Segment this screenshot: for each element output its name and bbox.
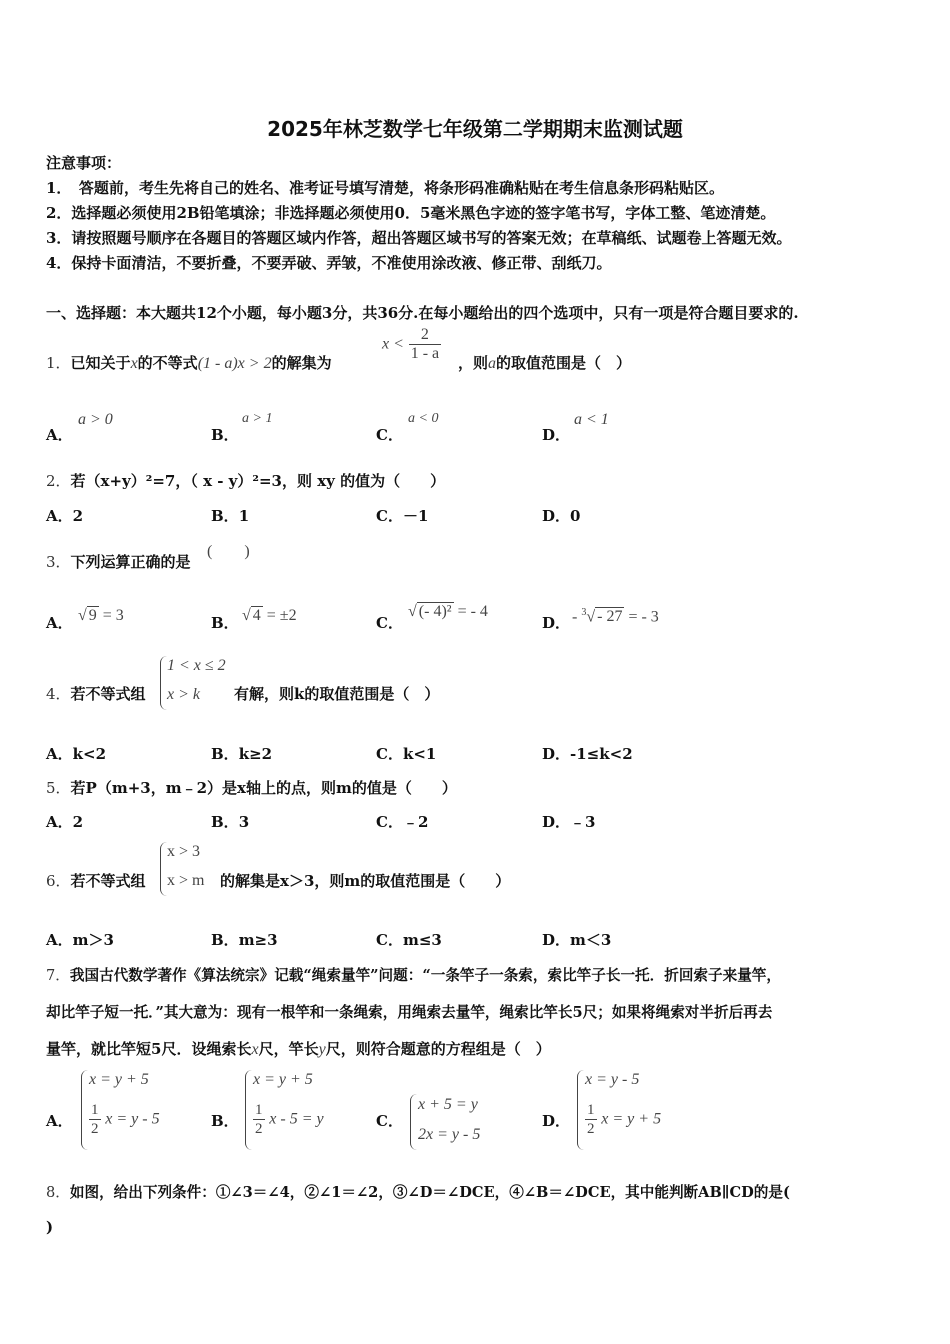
- answer-paren: ( ): [207, 543, 250, 560]
- option-a: a > 0: [78, 411, 113, 428]
- question-8: 8．如图，给出下列条件：①∠3＝∠4，②∠1＝∠2，③∠D＝∠DCE，④∠B＝∠DCE，其中能判断AB∥CD的是(: [46, 1184, 790, 1201]
- system-line: x = y + 5: [89, 1071, 149, 1088]
- question-number: 8．: [46, 1184, 70, 1201]
- option-a: A．2: [46, 813, 84, 831]
- option-label: C．: [376, 1112, 403, 1130]
- option-d: D．﹣3: [542, 813, 596, 831]
- option-b: B．m≥3: [211, 931, 278, 949]
- notice-item: 4．保持卡面清洁，不要折叠，不要弄破、弄皱，不准使用涂改液、修正带、刮纸刀。: [46, 254, 612, 272]
- option-d: D．m＜3: [542, 931, 612, 949]
- system-line: x > 3: [167, 843, 201, 860]
- system-brace: [160, 842, 167, 896]
- section-heading: 一、选择题：本大题共12个小题，每小题3分，共36分.在每小题给出的四个选项中，只有一项是符合题目要求的.: [46, 304, 799, 322]
- system-brace: [410, 1094, 417, 1150]
- question-number: 7．: [46, 967, 70, 984]
- option-label: B．: [211, 614, 239, 632]
- option-c: C．－1: [376, 507, 429, 525]
- option-b: B．3: [211, 813, 250, 831]
- fraction: $\frac{2}{1 - a}$: [410, 326, 440, 362]
- option-a: A．2: [46, 507, 84, 525]
- option-d: - $^3$√ - 27 = - 3: [572, 607, 659, 626]
- q1-solution: x < $\frac{2}{1 - a}$: [382, 326, 440, 362]
- option-b: √ 4 = ±2: [242, 607, 297, 624]
- option-d: D．0: [542, 507, 581, 525]
- option-b: B．k≥2: [211, 745, 273, 763]
- option-a: A．k<2: [46, 745, 107, 763]
- question-7: 7．我国古代数学著作《算法统宗》记载“绳索量竿”问题：“一条竿子一条索，索比竿子长一托．折回索子来量竿，: [46, 967, 781, 984]
- system-brace: [160, 656, 167, 710]
- question-number: 4．: [46, 685, 71, 703]
- system-line: 1 < x ≤ 2: [167, 657, 226, 674]
- option-label: D．: [542, 426, 571, 444]
- page-title: 2025年林芝数学七年级第二学期期末监测试题: [267, 117, 683, 141]
- option-d: a < 1: [574, 411, 609, 428]
- notice-item: 3．请按照题号顺序在各题目的答题区域内作答，超出答题区域书写的答案无效；在草稿纸、试题卷上答题无效。: [46, 229, 792, 247]
- question-5: 5．若P（m+3，m﹣2）是x轴上的点，则m的值是（ ）: [46, 779, 457, 797]
- system-line: $\frac{1}{2}$ x = y - 5: [91, 1102, 160, 1137]
- question-number: 2．: [46, 472, 71, 490]
- question-number: 5．: [46, 779, 71, 797]
- question-number: 6．: [46, 872, 71, 890]
- system-brace: [245, 1070, 252, 1150]
- option-label: D．: [542, 614, 571, 632]
- option-d: D．-1≤k<2: [542, 745, 633, 763]
- question-number: 1．: [46, 354, 71, 372]
- system-line: x > k: [167, 686, 200, 703]
- question-6: 6．若不等式组: [46, 872, 146, 890]
- option-a: A．m＞3: [46, 931, 114, 949]
- option-c: √ (- 4)² = - 4: [408, 603, 488, 620]
- option-label: A．: [46, 614, 73, 632]
- option-label: B．: [211, 1112, 239, 1130]
- question-1: 1．已知关于x的不等式(1 - a)x > 2的解集为: [46, 354, 332, 372]
- option-label: B．: [211, 426, 239, 444]
- option-label: C．: [376, 614, 403, 632]
- option-a: √ 9 = 3: [78, 607, 124, 624]
- system-line: x = y + 5: [253, 1071, 313, 1088]
- notice-item: 1． 答题前，考生先将自己的姓名、准考证号填写清楚，将条形码准确粘贴在考生信息条形码粘贴区。: [46, 179, 724, 197]
- system-line: $\frac{1}{2}$ x = y + 5: [587, 1102, 662, 1137]
- option-label: A．: [46, 426, 73, 444]
- notice-heading: 注意事项：: [46, 154, 122, 172]
- option-c: C．k<1: [376, 745, 437, 763]
- question-3: 3．下列运算正确的是: [46, 553, 191, 571]
- system-line: x > m: [167, 872, 205, 889]
- option-label: A．: [46, 1112, 73, 1130]
- inequality: (1 - a)x > 2: [197, 355, 272, 372]
- system-line: x + 5 = y: [418, 1096, 478, 1113]
- option-c: C．﹣2: [376, 813, 429, 831]
- notice-item: 2．选择题必须使用2B铅笔填涂；非选择题必须使用0．5毫米黑色字迹的签字笔书写，字体工整、笔迹清楚。: [46, 204, 776, 222]
- question-2: 2．若（x+y）²=7，（ x - y）²=3，则 xy 的值为（ ）: [46, 472, 446, 490]
- option-b: a > 1: [242, 411, 273, 426]
- system-line: 2x = y - 5: [418, 1126, 481, 1143]
- option-c: a < 0: [408, 411, 439, 426]
- system-line: x = y - 5: [585, 1071, 640, 1088]
- option-b: B．1: [211, 507, 250, 525]
- system-brace: [81, 1070, 88, 1150]
- question-4: 4．若不等式组: [46, 685, 146, 703]
- system-brace: [577, 1070, 584, 1150]
- system-line: $\frac{1}{2}$ x - 5 = y: [255, 1102, 324, 1137]
- option-label: C．: [376, 426, 403, 444]
- option-c: C．m≤3: [376, 931, 442, 949]
- option-label: D．: [542, 1112, 571, 1130]
- question-number: 3．: [46, 553, 71, 571]
